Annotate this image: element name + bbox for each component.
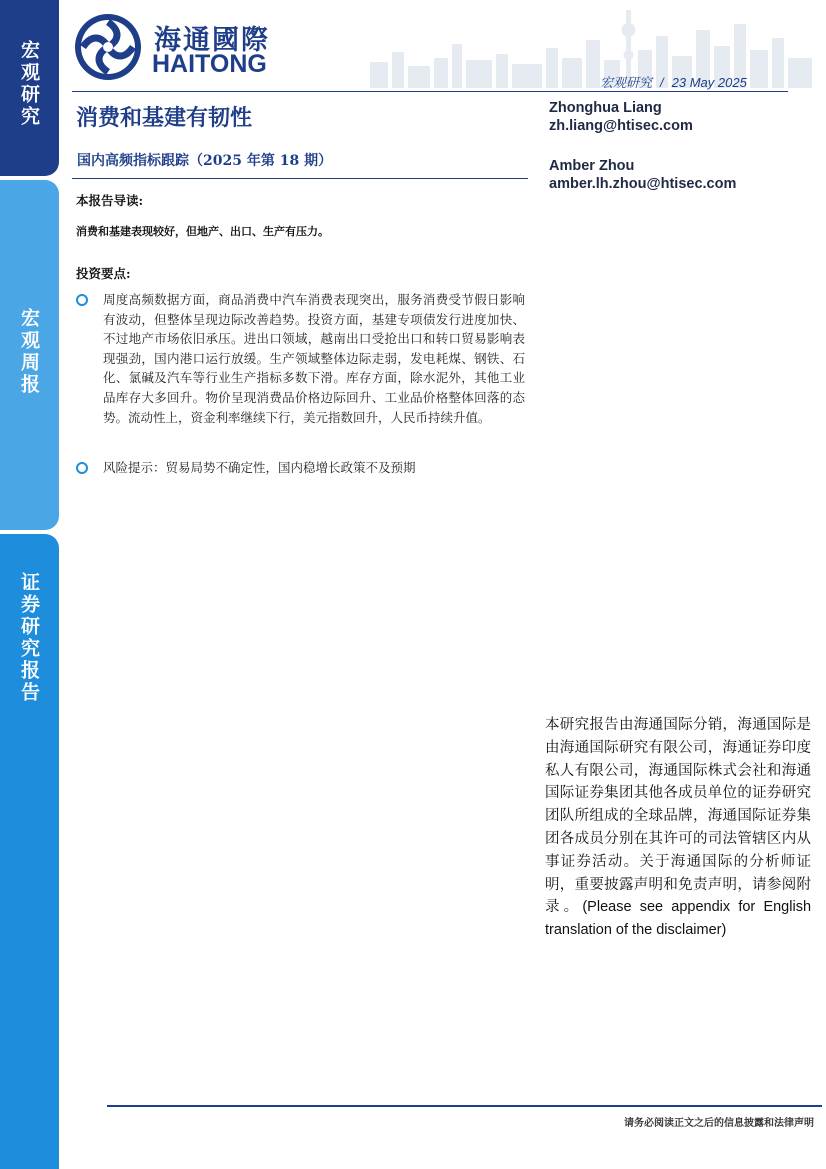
logo-mark-icon — [72, 12, 144, 82]
author-name: Zhonghua Liang — [549, 100, 662, 116]
header-divider — [72, 91, 788, 92]
sidebar-tab-macro-research — [0, 0, 59, 176]
footer-divider — [107, 1105, 822, 1107]
author-email[interactable]: amber.lh.zhou@htisec.com — [549, 176, 737, 192]
meta-separator: / — [660, 75, 664, 90]
report-subtitle: 国内高频指标跟踪（2025 年第 18 期） — [77, 153, 333, 169]
bullet-ring-icon — [76, 462, 88, 474]
authors-block — [549, 99, 736, 215]
sidebar-tab-securities-report — [0, 534, 59, 1169]
list-item — [76, 290, 528, 427]
guide-label: 本报告导读: — [76, 193, 144, 208]
bullet-ring-icon — [76, 294, 88, 306]
company-logo — [72, 12, 277, 82]
report-meta — [600, 72, 747, 91]
disclaimer-text-cn: 本研究报告由海通国际分销，海通国际是由海通国际研究有限公司，海通证券印度私人有限公司，海通国际株式会社和海通国际证券集团其他各成员单位的证券研究团队所组成的全球品牌，海通国际证券集团各成员分别在其许可的司法管辖区内从事证券活动。关于海通国际的分析师证明，重要披露声明和免责声明，请参阅附录。 — [545, 717, 811, 916]
footer-note: 请务必阅读正文之后的信息披露和法律声明 — [624, 1118, 814, 1129]
sidebar-tab-label: 证券研究报告 — [18, 572, 40, 704]
key-points-label: 投资要点: — [76, 266, 131, 281]
author-card — [549, 99, 736, 135]
subtitle-divider — [72, 178, 528, 179]
sidebar-tab-macro-weekly — [0, 180, 59, 530]
risk-warning-text: 风险提示：贸易局势不确定性，国内稳增长政策不及预期 — [103, 460, 416, 475]
city-skyline-graphic — [330, 0, 826, 92]
guide-text: 消费和基建表现较好，但地产、出口、生产有压力。 — [76, 225, 329, 238]
report-date: 23 May 2025 — [671, 75, 747, 90]
sidebar-tab-label: 宏观研究 — [18, 40, 40, 128]
logo-name-cn: 海通國際 — [154, 25, 270, 56]
author-name: Amber Zhou — [549, 158, 635, 174]
report-title: 消费和基建有韧性 — [76, 105, 253, 131]
author-card — [549, 157, 736, 193]
disclaimer-block — [545, 714, 811, 942]
key-point-text: 周度高频数据方面，商品消费中汽车消费表现突出，服务消费受节假日影响有波动，但整体呈现边际改善趋势。投资方面，基建专项债发行进度加快、不过地产市场依旧承压。进出口领域，越南出口受抢出口和转口贸易影响表现强劲，国内港口运行放缓。生产领域整体边际走弱，发电耗煤、钢铁、石化、氯碱及汽车等行业生产指标多数下滑。库存方面，除水泥外，其他工业品库存大多回升。物价呈现消费品价格边际回升、工业品价格整体回落的态势。流动性上，资金利率继续下行，美元指数回升，人民币持续升值。 — [103, 292, 525, 425]
sidebar-tab-label: 宏观周报 — [18, 308, 40, 396]
list-item — [76, 458, 528, 478]
logo-name-en: HAITONG — [152, 50, 267, 78]
author-email[interactable]: zh.liang@htisec.com — [549, 118, 693, 134]
report-category: 宏观研究 — [600, 75, 653, 90]
disclaimer-text-en: (Please see appendix for English translation of the disclaimer) — [545, 899, 812, 939]
